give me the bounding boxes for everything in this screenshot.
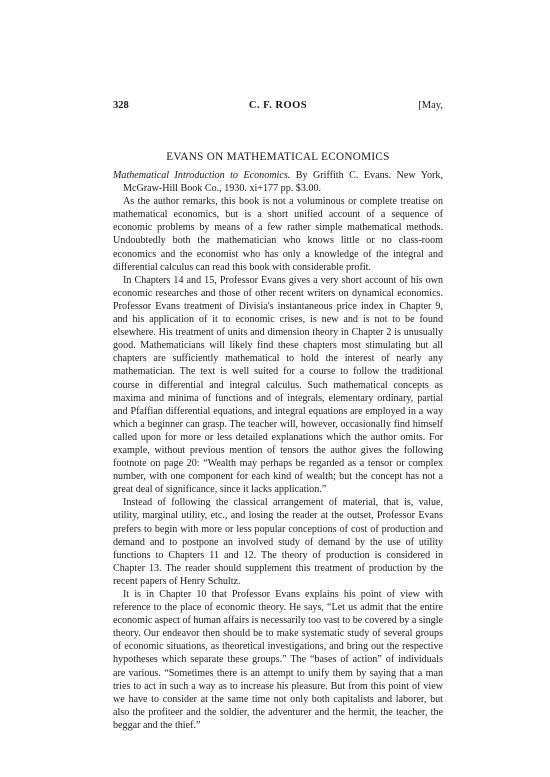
book-citation [113,169,443,195]
book-details: By Griffith C. Evans. New York, McGraw-Hill Book Co., 1930. xi+177 pp. $3.00. [123,170,443,195]
page-number: 328 [113,100,129,111]
review-title: EVANS ON MATHEMATICAL ECONOMICS [166,151,390,163]
paragraph-4: It is in Chapter 10 that Professor Evans explains his point of view with reference to the place of economic theory. He says, “Let us admit that the entire economic aspect of human affairs is necessarily too vast to be covered by a single theory. Our endeavor then should be to make systematic study of several groups of economic situations, as theoretical investigations, and bring out the respective hypotheses which separate these groups.” The “bases of action” of individuals are various. “Sometimes there is an attempt to unify them by saying that a man tries to act in such a way as to increase his pleasure. But from this point of view we have to consider at the same time not only both capitalists and laborer, but also the profiteer and the soldier, the adventurer and the hermit, the teacher, the beggar and the thief.” [113,589,443,731]
paragraph-3: Instead of following the classical arrangement of material, that is, value, utility, marginal utility, etc., and losing the reader at the outset, Professor Evans prefers to begin with more or less popular conceptions of cost of production and demand and to postpone an involved study of demand by the use of utility functions to Chapters 11 and 12. The theory of production is considered in Chapter 13. The reader should supplement this treatment of production by the recent papers of Henry Schultz. [113,497,443,587]
running-head-author: C. F. ROOS [248,100,308,111]
book-title: Mathematical Introduction to Economics. [113,170,291,181]
running-head-date: [May, [418,100,443,111]
running-head [113,100,443,114]
review-body [113,169,443,732]
paragraph-2: In Chapters 14 and 15, Professor Evans gives a very short account of his own economic researches and those of other recent writers on dynamical economics. Professor Evans treatment of Divisia's instantaneous price index in Chapter 9, and his application of it to economic crises, is new and is not to be found elsewhere. His treatment of units and dimension theory in Chapter 2 is unusually good. Mathematicians will likely find these chapters most stimulating but all chapters are sufficiently mathematical to hold the interest of nearly any mathematician. The text is well suited for a course to follow the traditional course in differential and integral calculus. Such mathematical concepts as maxima and minima of functions and of integrals, elementary ordinary, partial and Pfaffian differential equations, and integral equations are employed in a way which a beginner can grasp. The teacher will, however, occasionally find himself called upon for more or less detailed explanations which the author omits. For example, without previous mention of tensors the author gives the following footnote on page 20: “Wealth may perhaps be regarded as a tensor or complex number, with one component for each kind of wealth; but the concept has not a great deal of significance, since it lacks application.” [113,274,443,496]
paragraph-1: As the author remarks, this book is not a voluminous or complete treatise on mathematical economics, but is a short unified account of a sequence of economic problems by means of a few rather simple mathematical methods. Undoubtedly both the mathematician who knows little or no class-room economics and the economist who has only a knowledge of the integral and differential calculus can read this book with considerable profit. [113,196,443,273]
